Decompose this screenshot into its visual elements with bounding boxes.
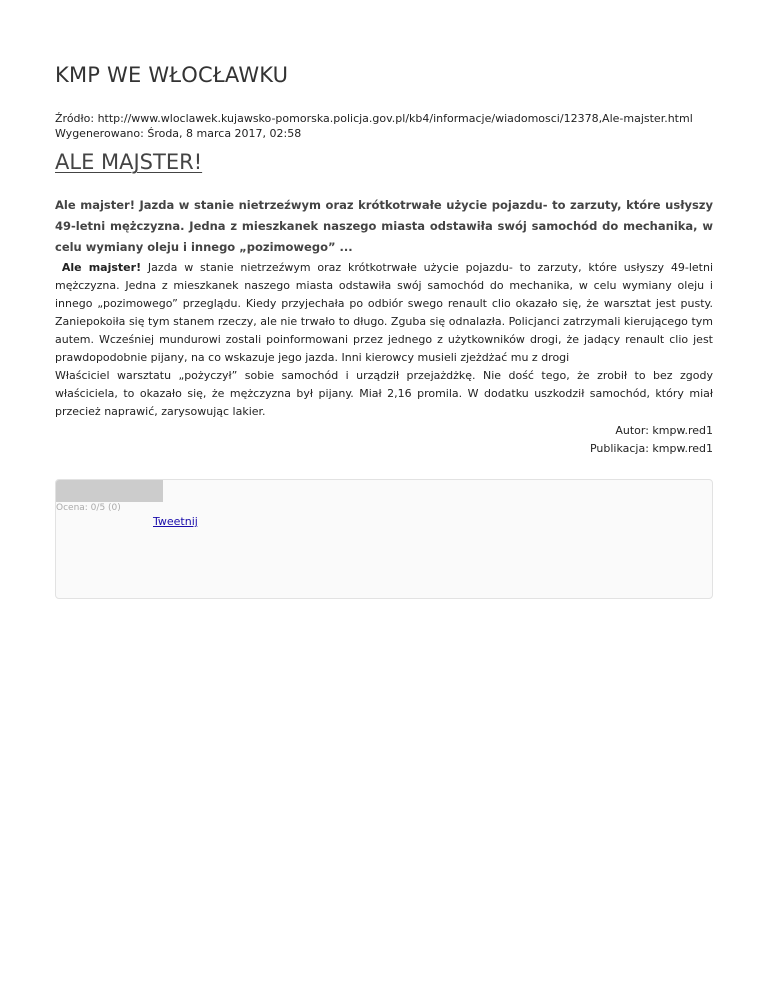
body-bold-start: Ale majster!: [61, 261, 142, 274]
source-line: Źródło: http://www.wloclawek.kujawsko-pomorska.policja.gov.pl/kb4/informacje/wiadomosci/12378,Ale-majster.html: [55, 112, 693, 125]
article-body: [55, 259, 713, 421]
publication-line: Publikacja: kmpw.red1: [589, 442, 713, 455]
source-meta: [55, 111, 693, 141]
article-title: ALE MAJSTER!: [55, 150, 203, 174]
author-line: Autor: kmpw.red1: [615, 424, 713, 437]
site-title: KMP WE WŁOCŁAWKU: [55, 63, 289, 87]
tweet-link[interactable]: Tweetnij: [153, 515, 198, 528]
article-paragraph-2: Właściciel warsztatu „pożyczył” sobie samochód i urządził przejażdżkę. Nie dość tego, że zrobił to bez zgody właściciela, to okazało się, że mężczyzna był pijany. Miał 2,16 promila. W dodatku uszkodził samochód, który miał przecież naprawić, zarysowując lakier.: [55, 369, 713, 418]
rating-stars-bar[interactable]: [56, 480, 163, 502]
article-lead: Ale majster! Jazda w stanie nietrzeźwym oraz krótkotrwałe użycie pojazdu- to zarzuty, które usłyszy 49-letni mężczyzna. Jedna z mieszkanek naszego miasta odstawiła swój samochód do mechanika, w celu wymiany oleju i innego „pozimowego” ...: [55, 198, 713, 254]
article-credits: [590, 422, 713, 458]
rating-text: Ocena: 0/5 (0): [56, 503, 121, 513]
rating-panel: [55, 479, 713, 599]
paragraph-1-text: Jazda w stanie nietrzeźwym oraz krótkotrwałe użycie pojazdu- to zarzuty, które usłyszy 49-letni mężczyzna. Jedna z mieszkanek naszego miasta odstawiła swój samochód do mechanika, w celu wymiany oleju i innego „pozimowego” przeglądu. Kiedy przyjechała po odbiór swego renault clio okazało się, że warsztat jest pusty. Zaniepokoiła się tym stanem rzeczy, ale nie trwało to długo. Zguba się odnalazła. Policjanci zatrzymali kierującego tym autem. Wcześniej mundurowi zostali poinformowani przez jednego z użytkowników drogi, że jadący renault clio jest prawdopodobnie pijany, na co wskazuje jego jazda. Inni kierowcy musieli zjeżdżać mu z drogi: [55, 261, 714, 364]
generated-line: Wygenerowano: Środa, 8 marca 2017, 02:58: [55, 127, 302, 140]
article-paragraph-1: [55, 259, 713, 367]
